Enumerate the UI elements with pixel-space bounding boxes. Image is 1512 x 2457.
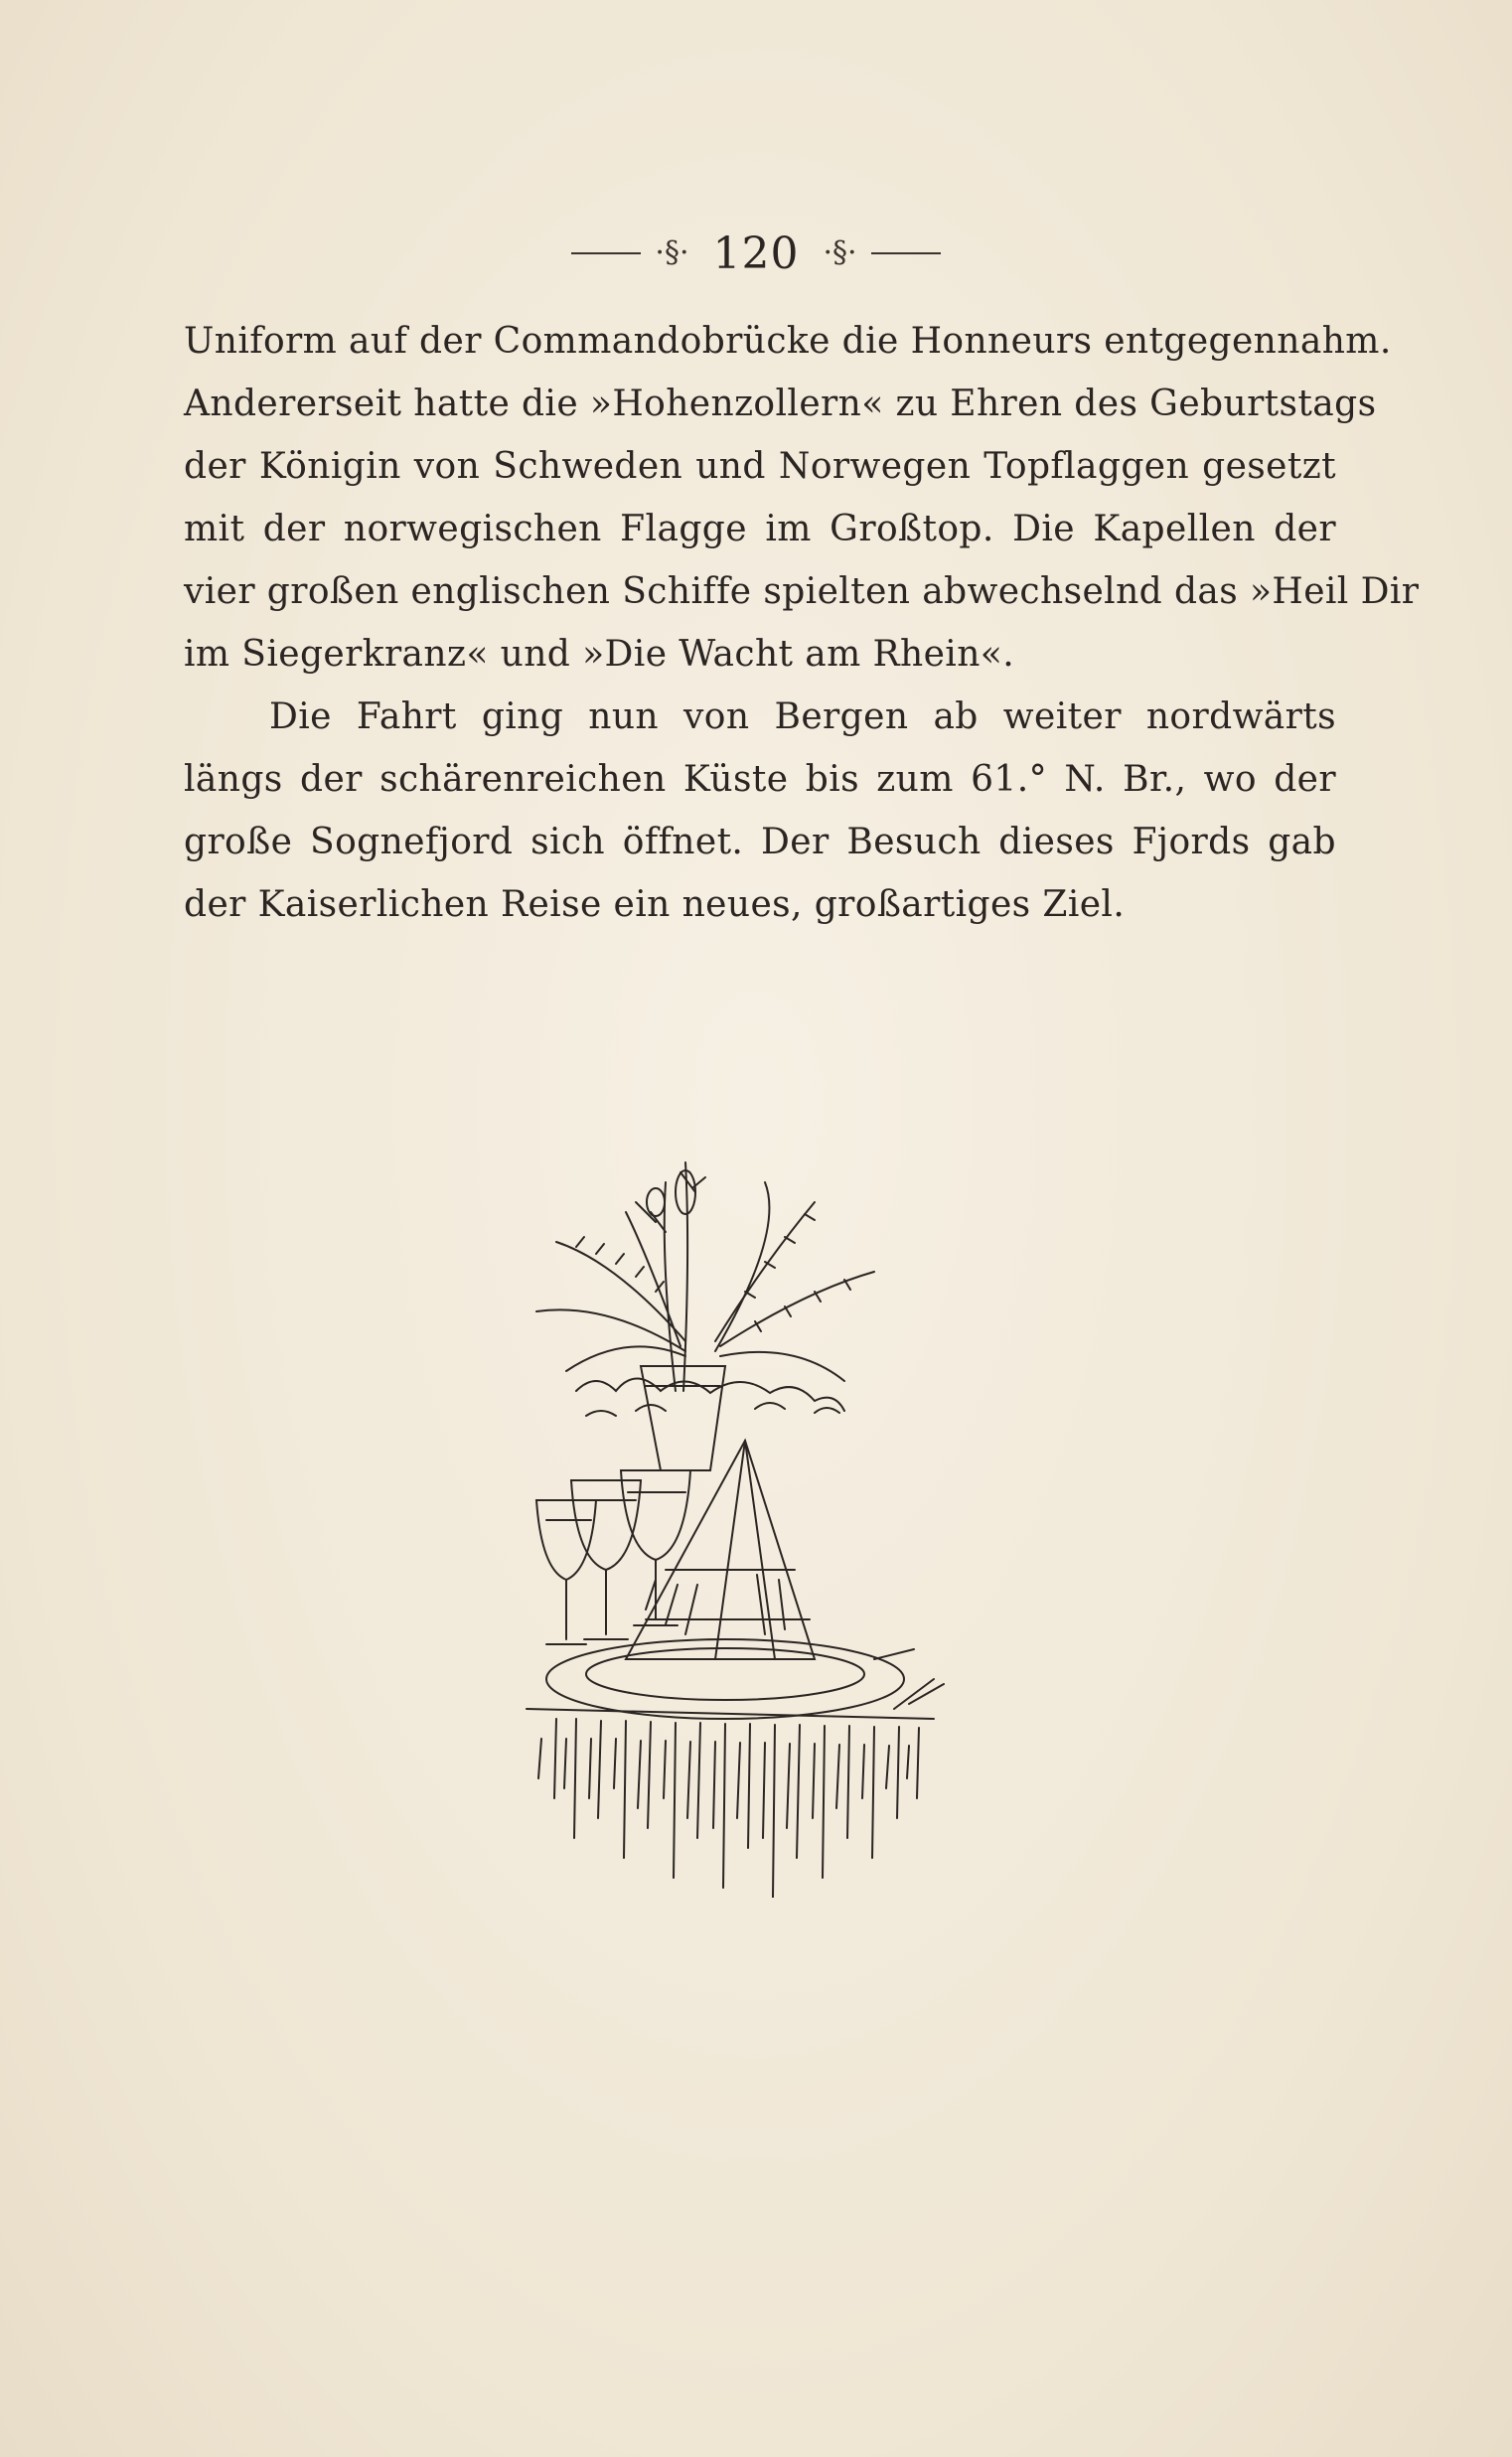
text-line: Andererseit hatte die »Hohenzollern« zu Ehren des Geburtstags bbox=[184, 384, 1377, 424]
page-number: 120 bbox=[712, 228, 800, 279]
header-rule-left bbox=[571, 252, 641, 254]
header-rule-right bbox=[871, 252, 941, 254]
body-text bbox=[184, 310, 1420, 936]
text-line: Die Fahrt ging nun von Bergen ab weiter nordwärts bbox=[269, 696, 1336, 737]
text-line: mit der norwegischen Flagge im Großtop. Die Kapellen der bbox=[184, 509, 1336, 549]
table-setting-vignette-icon bbox=[517, 1143, 983, 1898]
text-line: der Kaiserlichen Reise ein neues, großartiges Ziel. bbox=[184, 884, 1126, 925]
text-line: der Königin von Schweden und Norwegen Topflaggen gesetzt bbox=[184, 446, 1336, 487]
page-header bbox=[0, 224, 1512, 283]
header-ornament-right: ·§· bbox=[823, 235, 857, 270]
text-line: längs der schärenreichen Küste bis zum 61.° N. Br., wo der bbox=[184, 759, 1336, 800]
text-line: große Sognefjord sich öffnet. Der Besuch dieses Fjords gab bbox=[184, 822, 1336, 862]
text-line: Uniform auf der Commandobrücke die Honneurs entgegennahm. bbox=[184, 321, 1392, 362]
text-line: im Siegerkranz« und »Die Wacht am Rhein«. bbox=[184, 634, 1015, 675]
header-ornament-left: ·§· bbox=[655, 235, 689, 270]
text-line: vier großen englischen Schiffe spielten abwechselnd das »Heil Dir bbox=[184, 571, 1420, 612]
